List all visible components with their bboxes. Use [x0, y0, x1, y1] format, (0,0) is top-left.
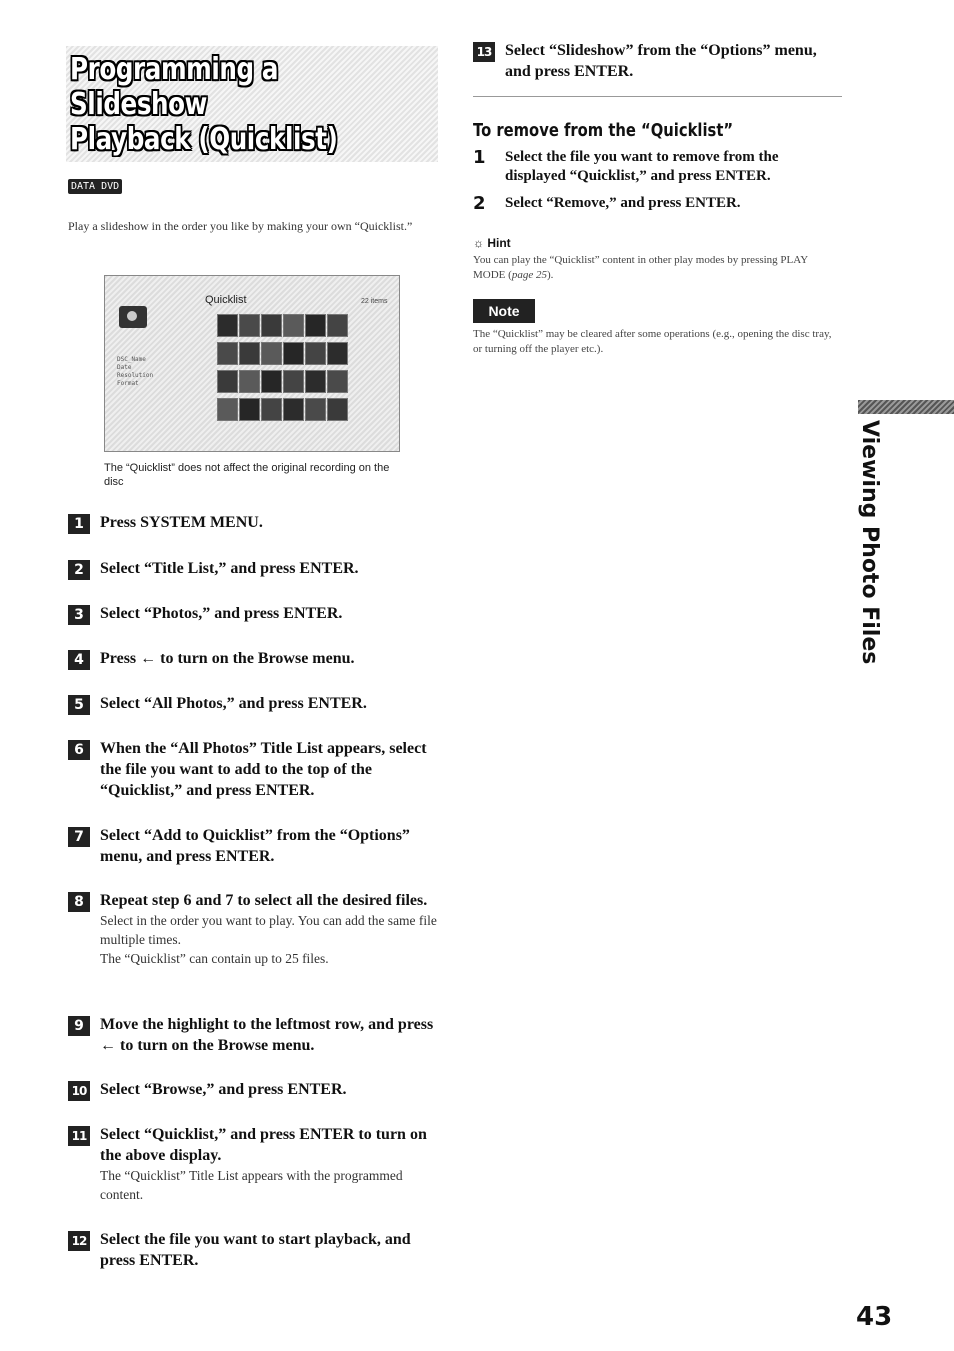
section-tab [842, 420, 902, 665]
step-number: 12 [68, 1231, 90, 1251]
step-text: When the “All Photos” Title List appears, select the file you want to add to the top of the “Quicklist,” and press ENTER. [100, 740, 427, 799]
quicklist-screen-illustration [104, 275, 400, 452]
step-text: Select “Add to Quicklist” from the “Options” menu, and press ENTER. [100, 827, 410, 865]
screen-file-info: DSC_Name Date Resolution Format [117, 356, 154, 387]
screen-caption: The “Quicklist” does not affect the original recording on the disc [104, 462, 390, 488]
note-label: Note [473, 299, 535, 323]
step-number: 13 [473, 42, 495, 62]
step-subtext: The “Quicklist” Title List appears with the programmed content. [100, 1168, 403, 1202]
step-text: Select “Photos,” and press ENTER. [100, 605, 343, 622]
step-number: 1 [68, 514, 90, 534]
hint-text-main: You can play the “Quicklist” content in other play modes by pressing PLAY MODE ( [473, 254, 808, 281]
photo-thumbnail [261, 342, 282, 365]
step-number: 1 [473, 147, 486, 168]
screen-title: Quicklist [205, 294, 247, 306]
photo-thumbnail [261, 398, 282, 421]
step-4 [68, 648, 448, 669]
step-9 [68, 1014, 448, 1056]
step-text: Select the file you want to remove from the displayed “Quicklist,” and press ENTER. [505, 149, 779, 184]
step-text: Select the file you want to start playback, and press ENTER. [100, 1231, 411, 1269]
photo-thumbnail [305, 370, 326, 393]
hint-label: Hint [487, 236, 511, 250]
step-13 [473, 40, 843, 82]
remove-step-1 [473, 148, 813, 186]
page-title-line2: Playback (Quicklist) [70, 122, 338, 157]
photo-thumbnail [283, 370, 304, 393]
step-text: Press SYSTEM MENU. [100, 514, 263, 531]
step-number: 11 [68, 1126, 90, 1146]
step-text: Move the highlight to the leftmost row, and press ← to turn on the Browse menu. [100, 1016, 434, 1054]
photo-thumbnail [239, 314, 260, 337]
remove-step-2 [473, 194, 813, 213]
photo-thumbnail [327, 314, 348, 337]
photo-thumbnail [305, 314, 326, 337]
step-text: Select “All Photos,” and press ENTER. [100, 695, 367, 712]
section-tab-bar [858, 400, 954, 414]
photo-thumbnail [327, 398, 348, 421]
section-tab-label: Viewing Photo Files [857, 420, 882, 665]
note-text: The “Quicklist” may be cleared after some operations (e.g., opening the disc tray, or turning off the player etc.). [473, 328, 832, 355]
hint-page-ref: page 25 [511, 269, 547, 281]
photo-thumbnail [239, 342, 260, 365]
step-1 [68, 512, 448, 533]
step-number: 6 [68, 740, 90, 760]
page-title-line1: Programming a Slideshow [70, 52, 279, 122]
page-number: 43 [856, 1302, 893, 1332]
screen-item-count: 22 items [361, 298, 388, 305]
photo-thumbnail [261, 314, 282, 337]
camera-icon [119, 306, 147, 328]
hint-text-end: ). [546, 269, 554, 281]
photo-thumbnail [327, 370, 348, 393]
step-text: Select “Remove,” and press ENTER. [505, 195, 741, 211]
photo-thumbnail [217, 342, 238, 365]
section-divider [473, 96, 842, 97]
lightbulb-icon: ☼ [473, 236, 484, 250]
step-3 [68, 603, 448, 624]
step-number: 7 [68, 827, 90, 847]
step-number: 4 [68, 650, 90, 670]
step-text: Repeat step 6 and 7 to select all the desired files. [100, 892, 428, 909]
step-number: 5 [68, 695, 90, 715]
step-text: Select “Slideshow” from the “Options” menu, and press ENTER. [505, 42, 817, 80]
step-subtext: The “Quicklist” can contain up to 25 files. [100, 951, 329, 966]
step-7 [68, 825, 448, 867]
step-text: Select “Quicklist,” and press ENTER to turn on the above display. [100, 1126, 427, 1164]
step-5 [68, 693, 448, 714]
hint-heading [473, 236, 511, 250]
step-number: 8 [68, 892, 90, 912]
step-12 [68, 1229, 448, 1271]
photo-thumbnail [261, 370, 282, 393]
photo-thumbnail [239, 370, 260, 393]
step-number: 3 [68, 605, 90, 625]
step-10 [68, 1079, 448, 1100]
photo-thumbnail [283, 342, 304, 365]
step-number: 2 [68, 560, 90, 580]
step-number: 9 [68, 1016, 90, 1036]
step-8 [68, 890, 448, 968]
step-text: Press ← to turn on the Browse menu. [100, 650, 355, 667]
photo-thumbnail [305, 342, 326, 365]
step-2 [68, 558, 448, 579]
photo-thumbnail [217, 314, 238, 337]
photo-thumbnail [217, 370, 238, 393]
photo-thumbnail [217, 398, 238, 421]
photo-thumbnail [305, 398, 326, 421]
step-text: Select “Browse,” and press ENTER. [100, 1081, 347, 1098]
step-text: Select “Title List,” and press ENTER. [100, 560, 359, 577]
photo-thumbnail [327, 342, 348, 365]
intro-text: Play a slideshow in the order you like by making your own “Quicklist.” [68, 219, 413, 233]
hint-text [473, 253, 838, 283]
step-6 [68, 738, 448, 801]
page-title [70, 52, 373, 157]
step-subtext: Select in the order you want to play. You can add the same file multiple times. [100, 913, 437, 947]
photo-thumbnail [283, 314, 304, 337]
remove-heading: To remove from the “Quicklist” [473, 120, 734, 141]
data-dvd-badge: DATA DVD [68, 179, 122, 194]
step-number: 10 [68, 1081, 90, 1101]
step-number: 2 [473, 193, 486, 214]
step-11 [68, 1124, 448, 1204]
photo-thumbnail [283, 398, 304, 421]
photo-thumbnail [239, 398, 260, 421]
